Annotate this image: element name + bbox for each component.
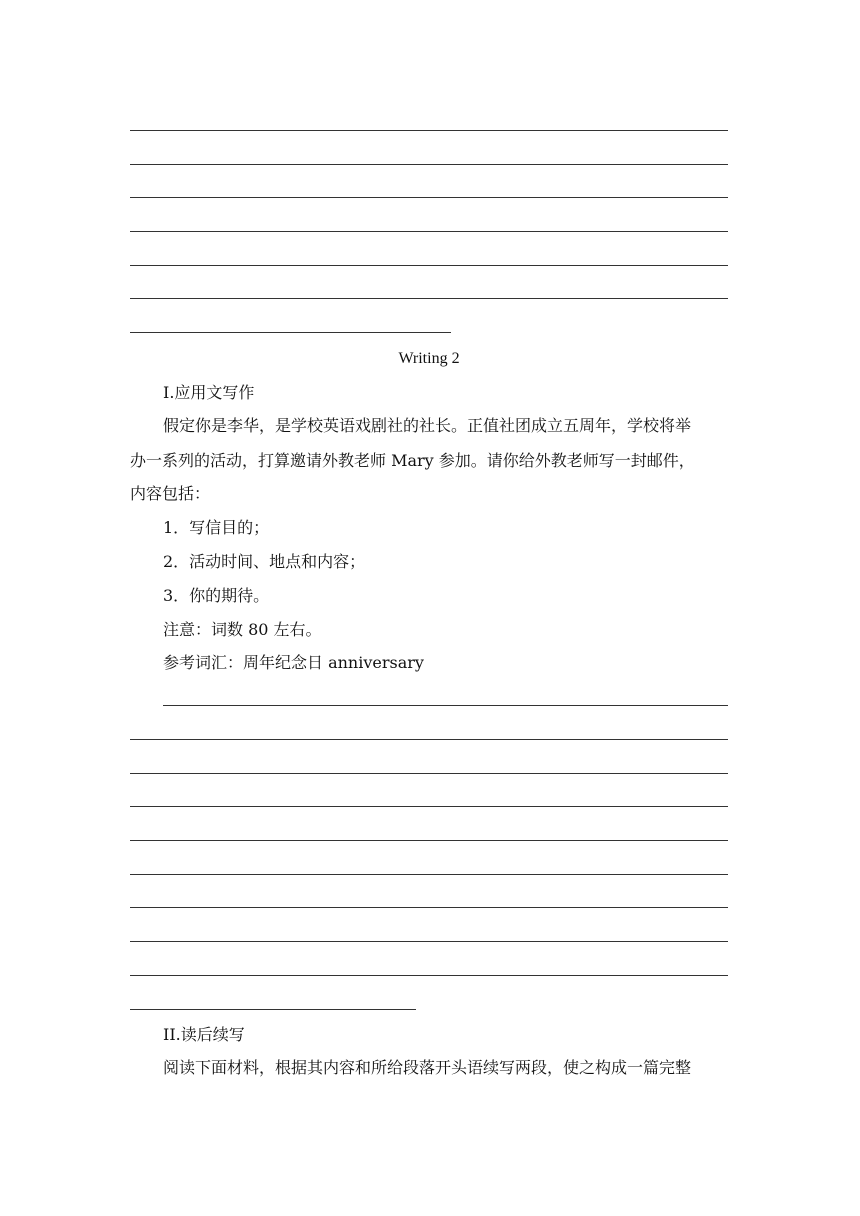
prompt-line: 假定你是李华，是学校英语戏剧社的社长。正值社团成立五周年，学校将举	[163, 416, 692, 435]
requirement-item: 3．你的期待。	[163, 586, 270, 605]
answer-line	[130, 197, 728, 198]
answer-line	[130, 739, 728, 740]
requirement-item: 2．活动时间、地点和内容；	[163, 552, 366, 571]
answer-line	[130, 840, 728, 841]
answer-line-short	[130, 332, 451, 333]
answer-line	[130, 941, 728, 942]
section-title: Writing 2	[398, 350, 460, 367]
prompt-line: 阅读下面材料，根据其内容和所给段落开头语续写两段，使之构成一篇完整	[163, 1058, 692, 1077]
reference-vocab: 参考词汇：周年纪念日 anniversary	[163, 653, 424, 672]
answer-line	[163, 705, 728, 706]
word-count-note: 注意：词数 80 左右。	[163, 620, 322, 639]
answer-line	[130, 773, 728, 774]
prompt-line: 内容包括：	[130, 484, 211, 503]
answer-line	[130, 975, 728, 976]
answer-line	[130, 874, 728, 875]
answer-line	[130, 231, 728, 232]
prompt-line: 办一系列的活动，打算邀请外教老师 Mary 参加。请你给外教老师写一封邮件，	[130, 451, 695, 470]
answer-line	[130, 907, 728, 908]
requirement-item: 1．写信目的；	[163, 518, 270, 537]
answer-line	[130, 130, 728, 131]
answer-line	[130, 265, 728, 266]
answer-line	[130, 298, 728, 299]
part2-heading: II.读后续写	[163, 1025, 245, 1044]
answer-line	[130, 806, 728, 807]
part1-heading: I.应用文写作	[163, 383, 255, 402]
answer-line-short	[130, 1009, 416, 1010]
answer-line	[130, 164, 728, 165]
